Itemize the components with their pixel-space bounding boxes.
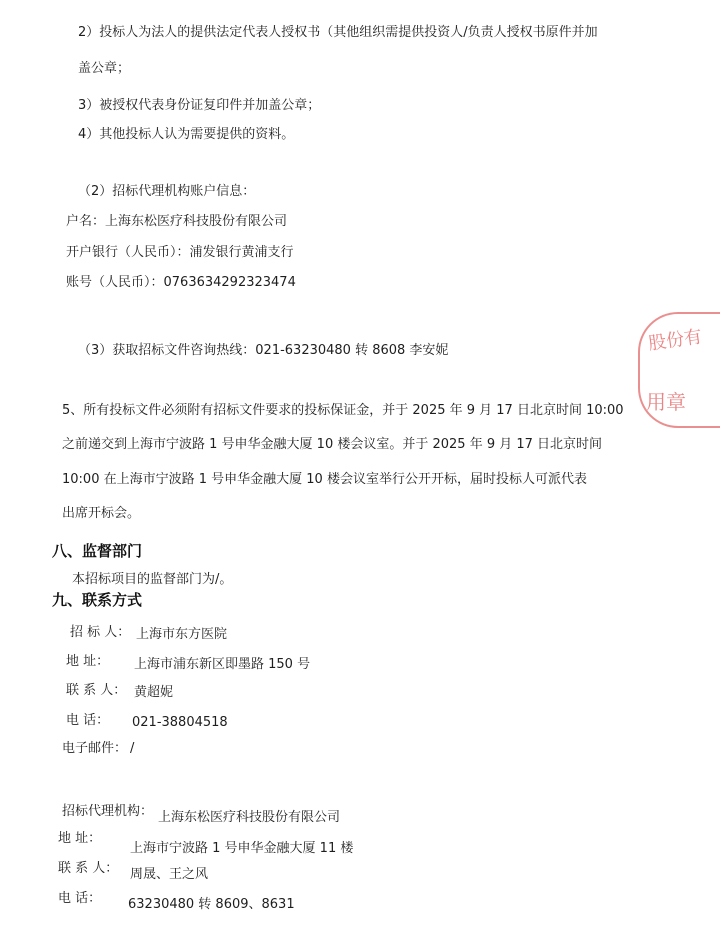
section8-heading: 八、监督部门 [52, 542, 143, 560]
account-number: 账号（人民币）：076363429​2323474 [66, 275, 296, 290]
section9-heading: 九、联系方式 [52, 591, 143, 609]
clause5-line3: 10:00 在上海市宁波路 1 号申华金融大厦 10 楼会议室举行公开开标，届时投标人可派代表 [62, 472, 587, 487]
company-seal [638, 312, 720, 428]
tenderer-contact: 黄超妮 [134, 685, 174, 700]
agency-contact-label: 联 系 人： [58, 861, 119, 876]
agency-account-heading: （2）招标代理机构账户信息： [78, 184, 256, 199]
tenderer-email: / [130, 741, 135, 756]
consult-hotline: （3）获取招标文件咨询热线：021-63230480 转 8608 李安妮 [78, 343, 449, 358]
agency-value: 上海东松医疗科技股份有限公司 [158, 810, 341, 825]
agency-address: 上海市宁波路 1 号申华金融大厦 11 楼 [130, 841, 354, 856]
tenderer-label: 招 标 人： [70, 625, 131, 640]
tenderer-contact-label: 联 系 人： [66, 683, 127, 698]
agency-address-label: 地 址： [58, 831, 102, 846]
tenderer-phone-label: 电 话： [66, 713, 110, 728]
section8-text: 本招标项目的监督部门为/。 [72, 572, 233, 587]
tenderer-address: 上海市浦东新区即墨路 150 号 [134, 657, 311, 672]
tenderer-email-label: 电子邮件： [62, 741, 128, 756]
account-name: 户名：上海东松医疗科技股份有限公司 [66, 214, 288, 229]
clause5-line1: 5、所有投标文件必须附有招标文件要求的投标保证金，并于 2025 年 9 月 17 日北京时间 10:00 [62, 403, 624, 418]
agency-contact: 周晟、王之风 [130, 867, 209, 882]
item-4: 4）其他投标人认为需要提供的资料。 [78, 127, 295, 142]
seal-text-bottom: 用章 [646, 390, 686, 414]
account-bank: 开户银行（人民币）：浦发银行黄浦支行 [66, 245, 294, 260]
tenderer-phone: 021-38804518 [132, 715, 228, 730]
tenderer-address-label: 地 址： [66, 654, 110, 669]
item-3: 3）被授权代表身份证复印件并加盖公章； [78, 98, 321, 113]
item-2: 2）投标人为法人的提供法定代表人授权书（其他组织需提供投资人/负责人授权书原件并加 [78, 25, 598, 40]
clause5-line2: 之前递交到上海市宁波路 1 号申华金融大厦 10 楼会议室。并于 2025 年 9 月 17 日北京时间 [62, 437, 603, 452]
agency-phone: 63230480 转 8609、8631 [128, 897, 295, 912]
clause5-line4: 出席开标会。 [62, 506, 141, 521]
agency-phone-label: 电 话： [58, 891, 102, 906]
agency-label: 招标代理机构： [62, 804, 154, 819]
item-2-continued: 盖公章； [78, 61, 131, 76]
tenderer-value: 上海市东方医院 [136, 627, 228, 642]
seal-text-top: 股份有 [647, 326, 704, 355]
